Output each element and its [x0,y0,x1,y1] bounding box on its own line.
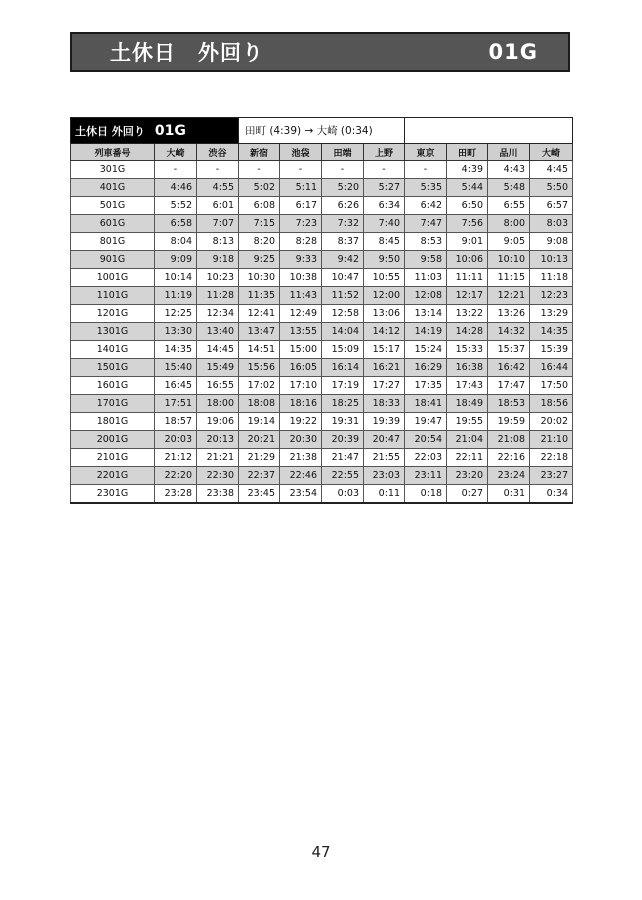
time-cell: 5:52 [155,197,197,215]
time-cell: 9:05 [488,233,530,251]
time-cell: 13:14 [405,305,447,323]
time-cell: 8:20 [239,233,280,251]
time-cell: 18:53 [488,395,530,413]
time-cell: 10:38 [280,269,322,287]
time-cell: 20:30 [280,431,322,449]
table-row [71,161,573,179]
time-cell: 18:56 [530,395,573,413]
table-row [71,251,573,269]
time-cell: 8:45 [364,233,405,251]
time-cell: 12:17 [447,287,488,305]
table-row [71,359,573,377]
time-cell: 9:09 [155,251,197,269]
table-row [71,449,573,467]
time-cell: 0:03 [322,485,364,504]
time-cell: 4:46 [155,179,197,197]
time-cell: 11:15 [488,269,530,287]
time-cell: 14:19 [405,323,447,341]
timetable-body [71,161,573,504]
time-cell: 15:17 [364,341,405,359]
time-cell: 11:28 [197,287,239,305]
time-cell: 7:15 [239,215,280,233]
train-number-cell: 1501G [71,359,155,377]
time-cell: 4:43 [488,161,530,179]
time-cell: 8:03 [530,215,573,233]
time-cell: 10:23 [197,269,239,287]
time-cell: 20:21 [239,431,280,449]
time-cell: 9:33 [280,251,322,269]
time-cell: 11:43 [280,287,322,305]
time-cell: 21:55 [364,449,405,467]
table-row [71,395,573,413]
train-number-cell: 1101G [71,287,155,305]
train-number-cell: 2001G [71,431,155,449]
time-cell: 21:47 [322,449,364,467]
page-title-code: 01G [488,40,538,64]
train-number-cell: 1601G [71,377,155,395]
time-cell: 22:20 [155,467,197,485]
time-cell: 5:48 [488,179,530,197]
time-cell: 17:02 [239,377,280,395]
time-cell: 22:16 [488,449,530,467]
train-number-cell: 401G [71,179,155,197]
time-cell: 9:25 [239,251,280,269]
time-cell: 11:03 [405,269,447,287]
time-cell: 15:09 [322,341,364,359]
time-cell: 7:07 [197,215,239,233]
time-cell: 15:00 [280,341,322,359]
time-cell: 22:18 [530,449,573,467]
time-cell: 0:27 [447,485,488,504]
time-cell: 16:14 [322,359,364,377]
time-cell: 8:53 [405,233,447,251]
page-title-bar [70,32,570,72]
time-cell: 10:47 [322,269,364,287]
time-cell: 12:49 [280,305,322,323]
time-cell: 11:18 [530,269,573,287]
time-cell: 15:56 [239,359,280,377]
time-cell: - [197,161,239,179]
column-header-station: 東京 [405,144,447,161]
train-number-cell: 601G [71,215,155,233]
time-cell: 5:44 [447,179,488,197]
time-cell: 6:50 [447,197,488,215]
time-cell: 13:55 [280,323,322,341]
time-cell: 14:51 [239,341,280,359]
time-cell: 14:28 [447,323,488,341]
time-cell: 21:29 [239,449,280,467]
time-cell: 6:57 [530,197,573,215]
time-cell: 18:16 [280,395,322,413]
time-cell: 20:02 [530,413,573,431]
time-cell: 16:45 [155,377,197,395]
time-cell: 6:08 [239,197,280,215]
time-cell: 15:49 [197,359,239,377]
train-number-cell: 801G [71,233,155,251]
time-cell: 18:08 [239,395,280,413]
time-cell: 6:55 [488,197,530,215]
time-cell: - [155,161,197,179]
time-cell: 23:27 [530,467,573,485]
page-number: 47 [311,843,331,861]
time-cell: 12:34 [197,305,239,323]
time-cell: 13:22 [447,305,488,323]
time-cell: 13:06 [364,305,405,323]
time-cell: 0:31 [488,485,530,504]
time-cell: 6:42 [405,197,447,215]
header-blank-cell [405,118,573,144]
time-cell: 10:14 [155,269,197,287]
time-cell: 15:39 [530,341,573,359]
time-cell: 17:10 [280,377,322,395]
train-number-cell: 301G [71,161,155,179]
column-header-station: 大崎 [155,144,197,161]
time-cell: 14:04 [322,323,364,341]
timetable-header-row [71,118,573,144]
time-cell: 23:11 [405,467,447,485]
time-cell: 14:35 [155,341,197,359]
time-cell: 12:41 [239,305,280,323]
table-row [71,413,573,431]
table-row [71,197,573,215]
time-cell: 7:56 [447,215,488,233]
column-header-station: 大崎 [530,144,573,161]
time-cell: 23:45 [239,485,280,504]
time-cell: 5:27 [364,179,405,197]
table-row [71,341,573,359]
time-cell: 23:54 [280,485,322,504]
time-cell: 17:47 [488,377,530,395]
train-number-cell: 2101G [71,449,155,467]
time-cell: 7:32 [322,215,364,233]
time-cell: 5:02 [239,179,280,197]
column-header-station: 新宿 [239,144,280,161]
time-cell: 22:37 [239,467,280,485]
train-number-cell: 901G [71,251,155,269]
time-cell: 16:38 [447,359,488,377]
time-cell: 14:32 [488,323,530,341]
time-cell: 22:11 [447,449,488,467]
time-cell: 12:00 [364,287,405,305]
time-cell: 12:23 [530,287,573,305]
time-cell: 9:08 [530,233,573,251]
time-cell: 5:11 [280,179,322,197]
time-cell: 6:58 [155,215,197,233]
time-cell: 8:13 [197,233,239,251]
time-cell: 0:34 [530,485,573,504]
time-cell: 10:30 [239,269,280,287]
timetable [70,117,573,504]
time-cell: 14:12 [364,323,405,341]
time-cell: 9:18 [197,251,239,269]
time-cell: 10:06 [447,251,488,269]
time-cell: - [239,161,280,179]
time-cell: 6:34 [364,197,405,215]
time-cell: 8:37 [322,233,364,251]
time-cell: 12:25 [155,305,197,323]
time-cell: 18:33 [364,395,405,413]
table-row [71,467,573,485]
time-cell: 15:24 [405,341,447,359]
time-cell: 16:42 [488,359,530,377]
time-cell: 4:45 [530,161,573,179]
time-cell: 10:13 [530,251,573,269]
column-header-train-number: 列車番号 [71,144,155,161]
time-cell: 22:55 [322,467,364,485]
time-cell: 13:26 [488,305,530,323]
time-cell: 11:35 [239,287,280,305]
time-cell: 23:20 [447,467,488,485]
time-cell: 15:33 [447,341,488,359]
time-cell: 9:01 [447,233,488,251]
train-number-cell: 501G [71,197,155,215]
time-cell: 6:26 [322,197,364,215]
time-cell: 20:13 [197,431,239,449]
time-cell: 23:28 [155,485,197,504]
column-header-station: 田町 [447,144,488,161]
time-cell: 20:39 [322,431,364,449]
time-cell: 20:03 [155,431,197,449]
time-cell: 0:11 [364,485,405,504]
time-cell: 19:55 [447,413,488,431]
time-cell: 22:30 [197,467,239,485]
time-cell: 19:06 [197,413,239,431]
time-cell: 17:51 [155,395,197,413]
time-cell: 15:37 [488,341,530,359]
time-cell: 7:47 [405,215,447,233]
time-cell: 12:21 [488,287,530,305]
train-number-cell: 1301G [71,323,155,341]
time-cell: 18:49 [447,395,488,413]
column-header-station: 池袋 [280,144,322,161]
table-row [71,287,573,305]
time-cell: 21:12 [155,449,197,467]
time-cell: 13:29 [530,305,573,323]
time-cell: 13:30 [155,323,197,341]
time-cell: 16:05 [280,359,322,377]
train-number-cell: 1201G [71,305,155,323]
time-cell: 19:47 [405,413,447,431]
column-header-station: 渋谷 [197,144,239,161]
train-number-cell: 1001G [71,269,155,287]
time-cell: 22:46 [280,467,322,485]
table-row [71,269,573,287]
time-cell: - [280,161,322,179]
time-cell: 19:22 [280,413,322,431]
time-cell: 11:19 [155,287,197,305]
time-cell: 17:19 [322,377,364,395]
train-number-cell: 2201G [71,467,155,485]
time-cell: 20:54 [405,431,447,449]
time-cell: 4:55 [197,179,239,197]
time-cell: 0:18 [405,485,447,504]
time-cell: 21:08 [488,431,530,449]
time-cell: 17:27 [364,377,405,395]
time-cell: 6:01 [197,197,239,215]
time-cell: 9:58 [405,251,447,269]
table-row [71,215,573,233]
time-cell: 16:29 [405,359,447,377]
time-cell: 16:21 [364,359,405,377]
time-cell: 19:59 [488,413,530,431]
time-cell: 21:04 [447,431,488,449]
time-cell: 13:47 [239,323,280,341]
time-cell: 18:25 [322,395,364,413]
timetable-label: 土休日 外回り [75,124,145,138]
time-cell: 22:03 [405,449,447,467]
time-cell: 14:45 [197,341,239,359]
time-cell: 6:17 [280,197,322,215]
time-cell: 10:10 [488,251,530,269]
column-header-station: 品川 [488,144,530,161]
time-cell: 9:50 [364,251,405,269]
table-row [71,233,573,251]
time-cell: - [322,161,364,179]
time-cell: 21:10 [530,431,573,449]
page-title: 土休日 外回り [110,41,264,65]
time-cell: - [405,161,447,179]
column-header-station: 田端 [322,144,364,161]
time-cell: 17:35 [405,377,447,395]
time-cell: - [364,161,405,179]
train-number-cell: 1801G [71,413,155,431]
train-number-cell: 1401G [71,341,155,359]
time-cell: 14:35 [530,323,573,341]
time-cell: 4:39 [447,161,488,179]
time-cell: 5:50 [530,179,573,197]
time-cell: 16:44 [530,359,573,377]
time-cell: 15:40 [155,359,197,377]
timetable-label-cell [71,118,239,144]
table-row [71,485,573,504]
time-cell: 21:38 [280,449,322,467]
time-cell: 8:28 [280,233,322,251]
time-cell: 5:35 [405,179,447,197]
time-cell: 23:03 [364,467,405,485]
time-cell: 11:11 [447,269,488,287]
time-cell: 11:52 [322,287,364,305]
time-cell: 23:24 [488,467,530,485]
table-row [71,377,573,395]
train-number-cell: 2301G [71,485,155,504]
time-cell: 16:55 [197,377,239,395]
table-row [71,179,573,197]
timetable-code: 01G [154,122,186,139]
time-cell: 7:40 [364,215,405,233]
time-cell: 8:00 [488,215,530,233]
table-row [71,431,573,449]
time-cell: 9:42 [322,251,364,269]
time-cell: 10:55 [364,269,405,287]
time-cell: 13:40 [197,323,239,341]
route-summary: 田町 (4:39) → 大崎 (0:34) [239,118,405,144]
time-cell: 7:23 [280,215,322,233]
time-cell: 21:21 [197,449,239,467]
time-cell: 17:43 [447,377,488,395]
time-cell: 18:41 [405,395,447,413]
time-cell: 18:57 [155,413,197,431]
time-cell: 5:20 [322,179,364,197]
column-header-station: 上野 [364,144,405,161]
column-header-row [71,144,573,161]
table-row [71,305,573,323]
time-cell: 19:39 [364,413,405,431]
time-cell: 12:08 [405,287,447,305]
time-cell: 18:00 [197,395,239,413]
time-cell: 17:50 [530,377,573,395]
time-cell: 12:58 [322,305,364,323]
time-cell: 20:47 [364,431,405,449]
train-number-cell: 1701G [71,395,155,413]
time-cell: 19:31 [322,413,364,431]
time-cell: 19:14 [239,413,280,431]
table-row [71,323,573,341]
time-cell: 23:38 [197,485,239,504]
time-cell: 8:04 [155,233,197,251]
